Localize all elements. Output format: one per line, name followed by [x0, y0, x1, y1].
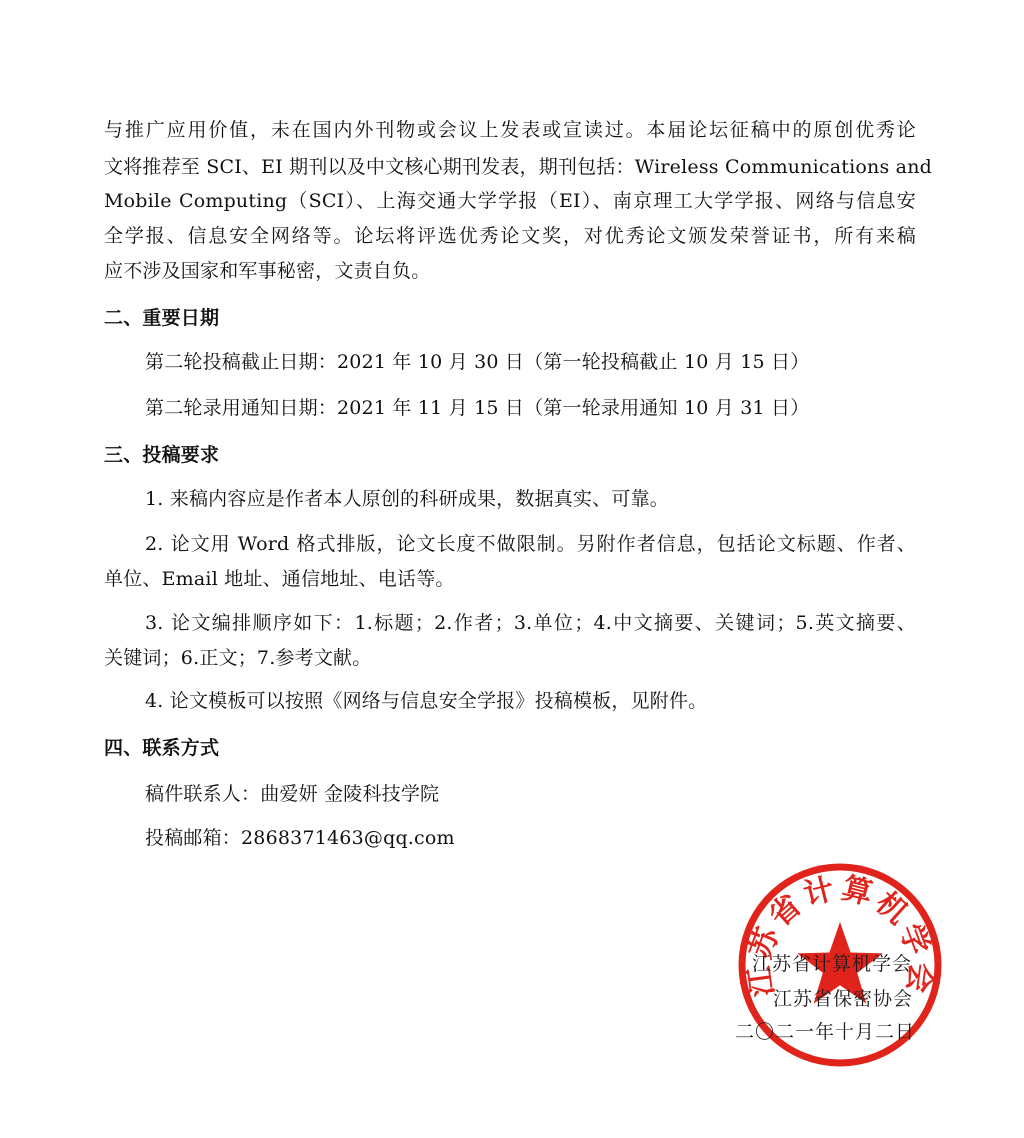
contact-email-text: 投稿邮箱：2868371463@qq.com	[145, 827, 455, 849]
requirement-item-1: 1. 来稿内容应是作者本人原创的科研成果，数据真实、可靠。	[145, 488, 669, 510]
seal-text-path: 江苏省计算机学会	[741, 870, 939, 999]
requirement-item-4: 4. 论文模板可以按照《网络与信息安全学报》投稿模板，见附件。	[145, 690, 708, 712]
requirement-item-2-cont: 单位、Email 地址、通信地址、电话等。	[104, 568, 455, 590]
signature-date: 二〇二一年十月二日	[735, 1021, 916, 1043]
paragraph-line: 与推广应用价值，未在国内外刊物或会议上发表或宣读过。本届论坛征稿中的原创优秀论	[104, 119, 916, 141]
paragraph-line: 全学报、信息安全网络等。论坛将评选优秀论文奖，对优秀论文颁发荣誉证书，所有来稿	[104, 225, 916, 247]
date-item: 第二轮投稿截止日期：2021 年 10 月 30 日（第一轮投稿截止 10 月 15 日）	[145, 351, 810, 373]
requirement-item-2: 2. 论文用 Word 格式排版，论文长度不做限制。另附作者信息，包括论文标题、作者、	[145, 533, 916, 555]
paragraph-line: 文将推荐至 SCI、EI 期刊以及中文核心期刊发表，期刊包括：Wireless Communications and	[104, 156, 933, 178]
contact-person: 稿件联系人：曲爱妍 金陵科技学院	[145, 783, 440, 805]
requirement-item-3: 3. 论文编排顺序如下：1.标题；2.作者；3.单位；4.中文摘要、关键词；5.英文摘要、	[145, 612, 916, 634]
signature-org-2: 江苏省保密协会	[773, 988, 914, 1010]
section-heading-dates: 二、重要日期	[104, 307, 220, 329]
section-heading-requirements: 三、投稿要求	[104, 444, 220, 466]
requirement-item-3-cont: 关键词；6.正文；7.参考文献。	[104, 647, 372, 669]
signature-org-1: 江苏省计算机学会	[752, 953, 913, 975]
section-heading-contact: 四、联系方式	[104, 737, 220, 759]
contact-email[interactable]	[145, 826, 455, 850]
paragraph-line: Mobile Computing（SCI）、上海交通大学学报（EI）、南京理工大学学报、网络与信息安	[104, 190, 916, 212]
paragraph-line: 应不涉及国家和军事秘密，文责自负。	[104, 260, 431, 282]
date-item: 第二轮录用通知日期：2021 年 11 月 15 日（第一轮录用通知 10 月 31 日）	[145, 397, 810, 419]
